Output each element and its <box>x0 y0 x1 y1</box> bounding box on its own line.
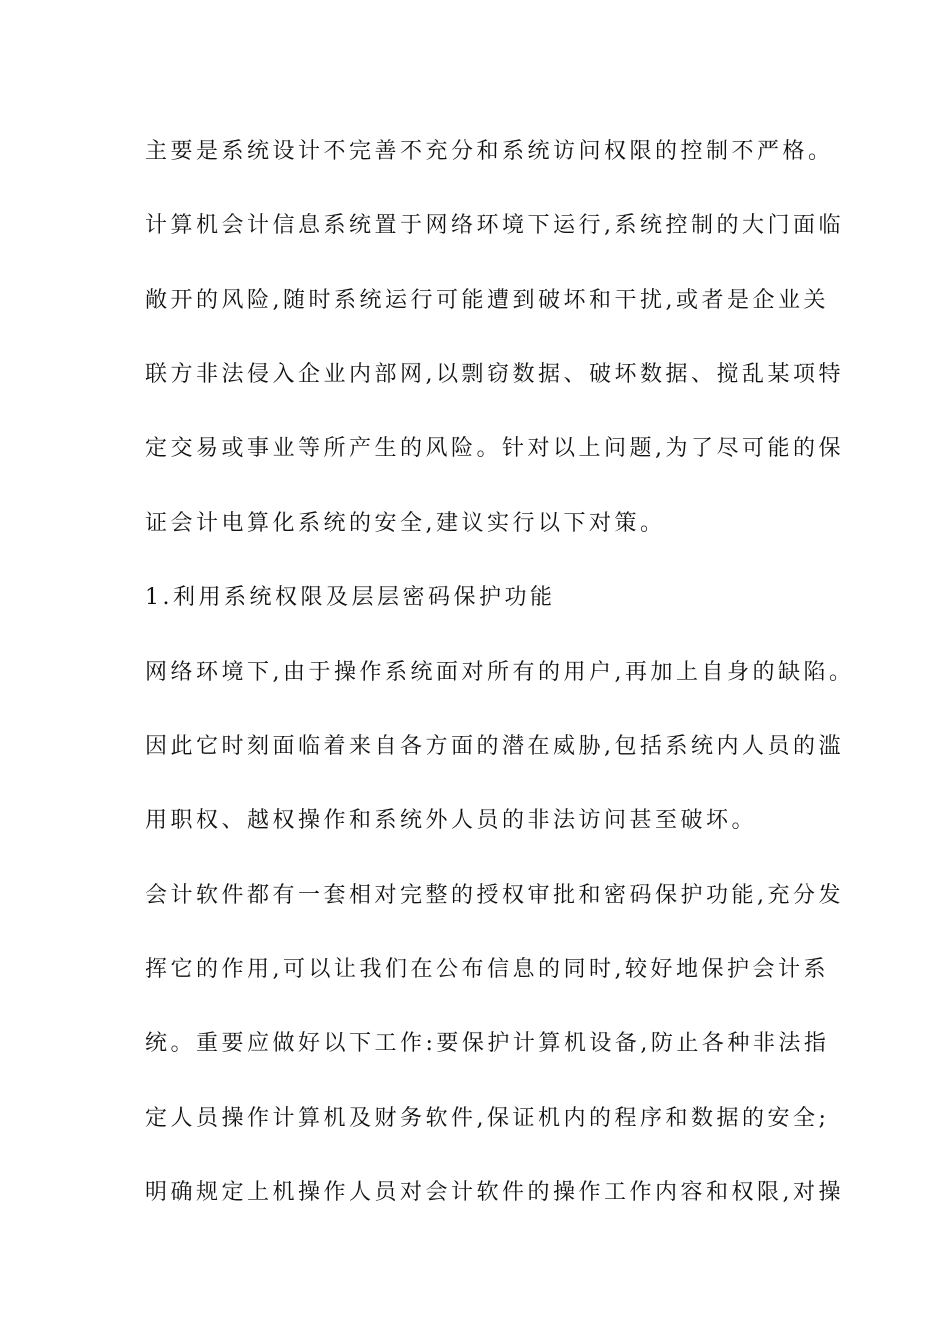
text-line: 主要是系统设计不完善不充分和系统访问权限的控制不严格。 <box>145 139 834 164</box>
text-line: 明确规定上机操作人员对会计软件的操作工作内容和权限,对操 <box>145 1180 844 1205</box>
text-line: 定交易或事业等所产生的风险。针对以上问题,为了尽可能的保 <box>145 436 844 461</box>
text-line: 用职权、越权操作和系统外人员的非法访问甚至破坏。 <box>145 808 758 833</box>
text-line: 挥它的作用,可以让我们在公布信息的同时,较好地保护会计系 <box>145 957 829 982</box>
text-line: 会计软件都有一套相对完整的授权审批和密码保护功能,充分发 <box>145 883 844 908</box>
section-heading: 1.利用系统权限及层层密码保护功能 <box>145 585 556 610</box>
text-line: 敞开的风险,随时系统运行可能遭到破坏和干扰,或者是企业关 <box>145 288 829 313</box>
text-line: 证会计电算化系统的安全,建议实行以下对策。 <box>145 511 666 536</box>
text-line: 联方非法侵入企业内部网,以剽窃数据、破坏数据、搅乱某项特 <box>145 362 844 387</box>
text-line: 网络环境下,由于操作系统面对所有的用户,再加上自身的缺陷。 <box>145 660 855 685</box>
text-line: 定人员操作计算机及财务软件,保证机内的程序和数据的安全; <box>145 1106 830 1131</box>
text-line: 因此它时刻面临着来自各方面的潜在威胁,包括系统内人员的滥 <box>145 734 844 759</box>
text-line: 计算机会计信息系统置于网络环境下运行,系统控制的大门面临 <box>145 213 844 238</box>
text-line: 统。重要应做好以下工作:要保护计算机设备,防止各种非法指 <box>145 1031 830 1056</box>
